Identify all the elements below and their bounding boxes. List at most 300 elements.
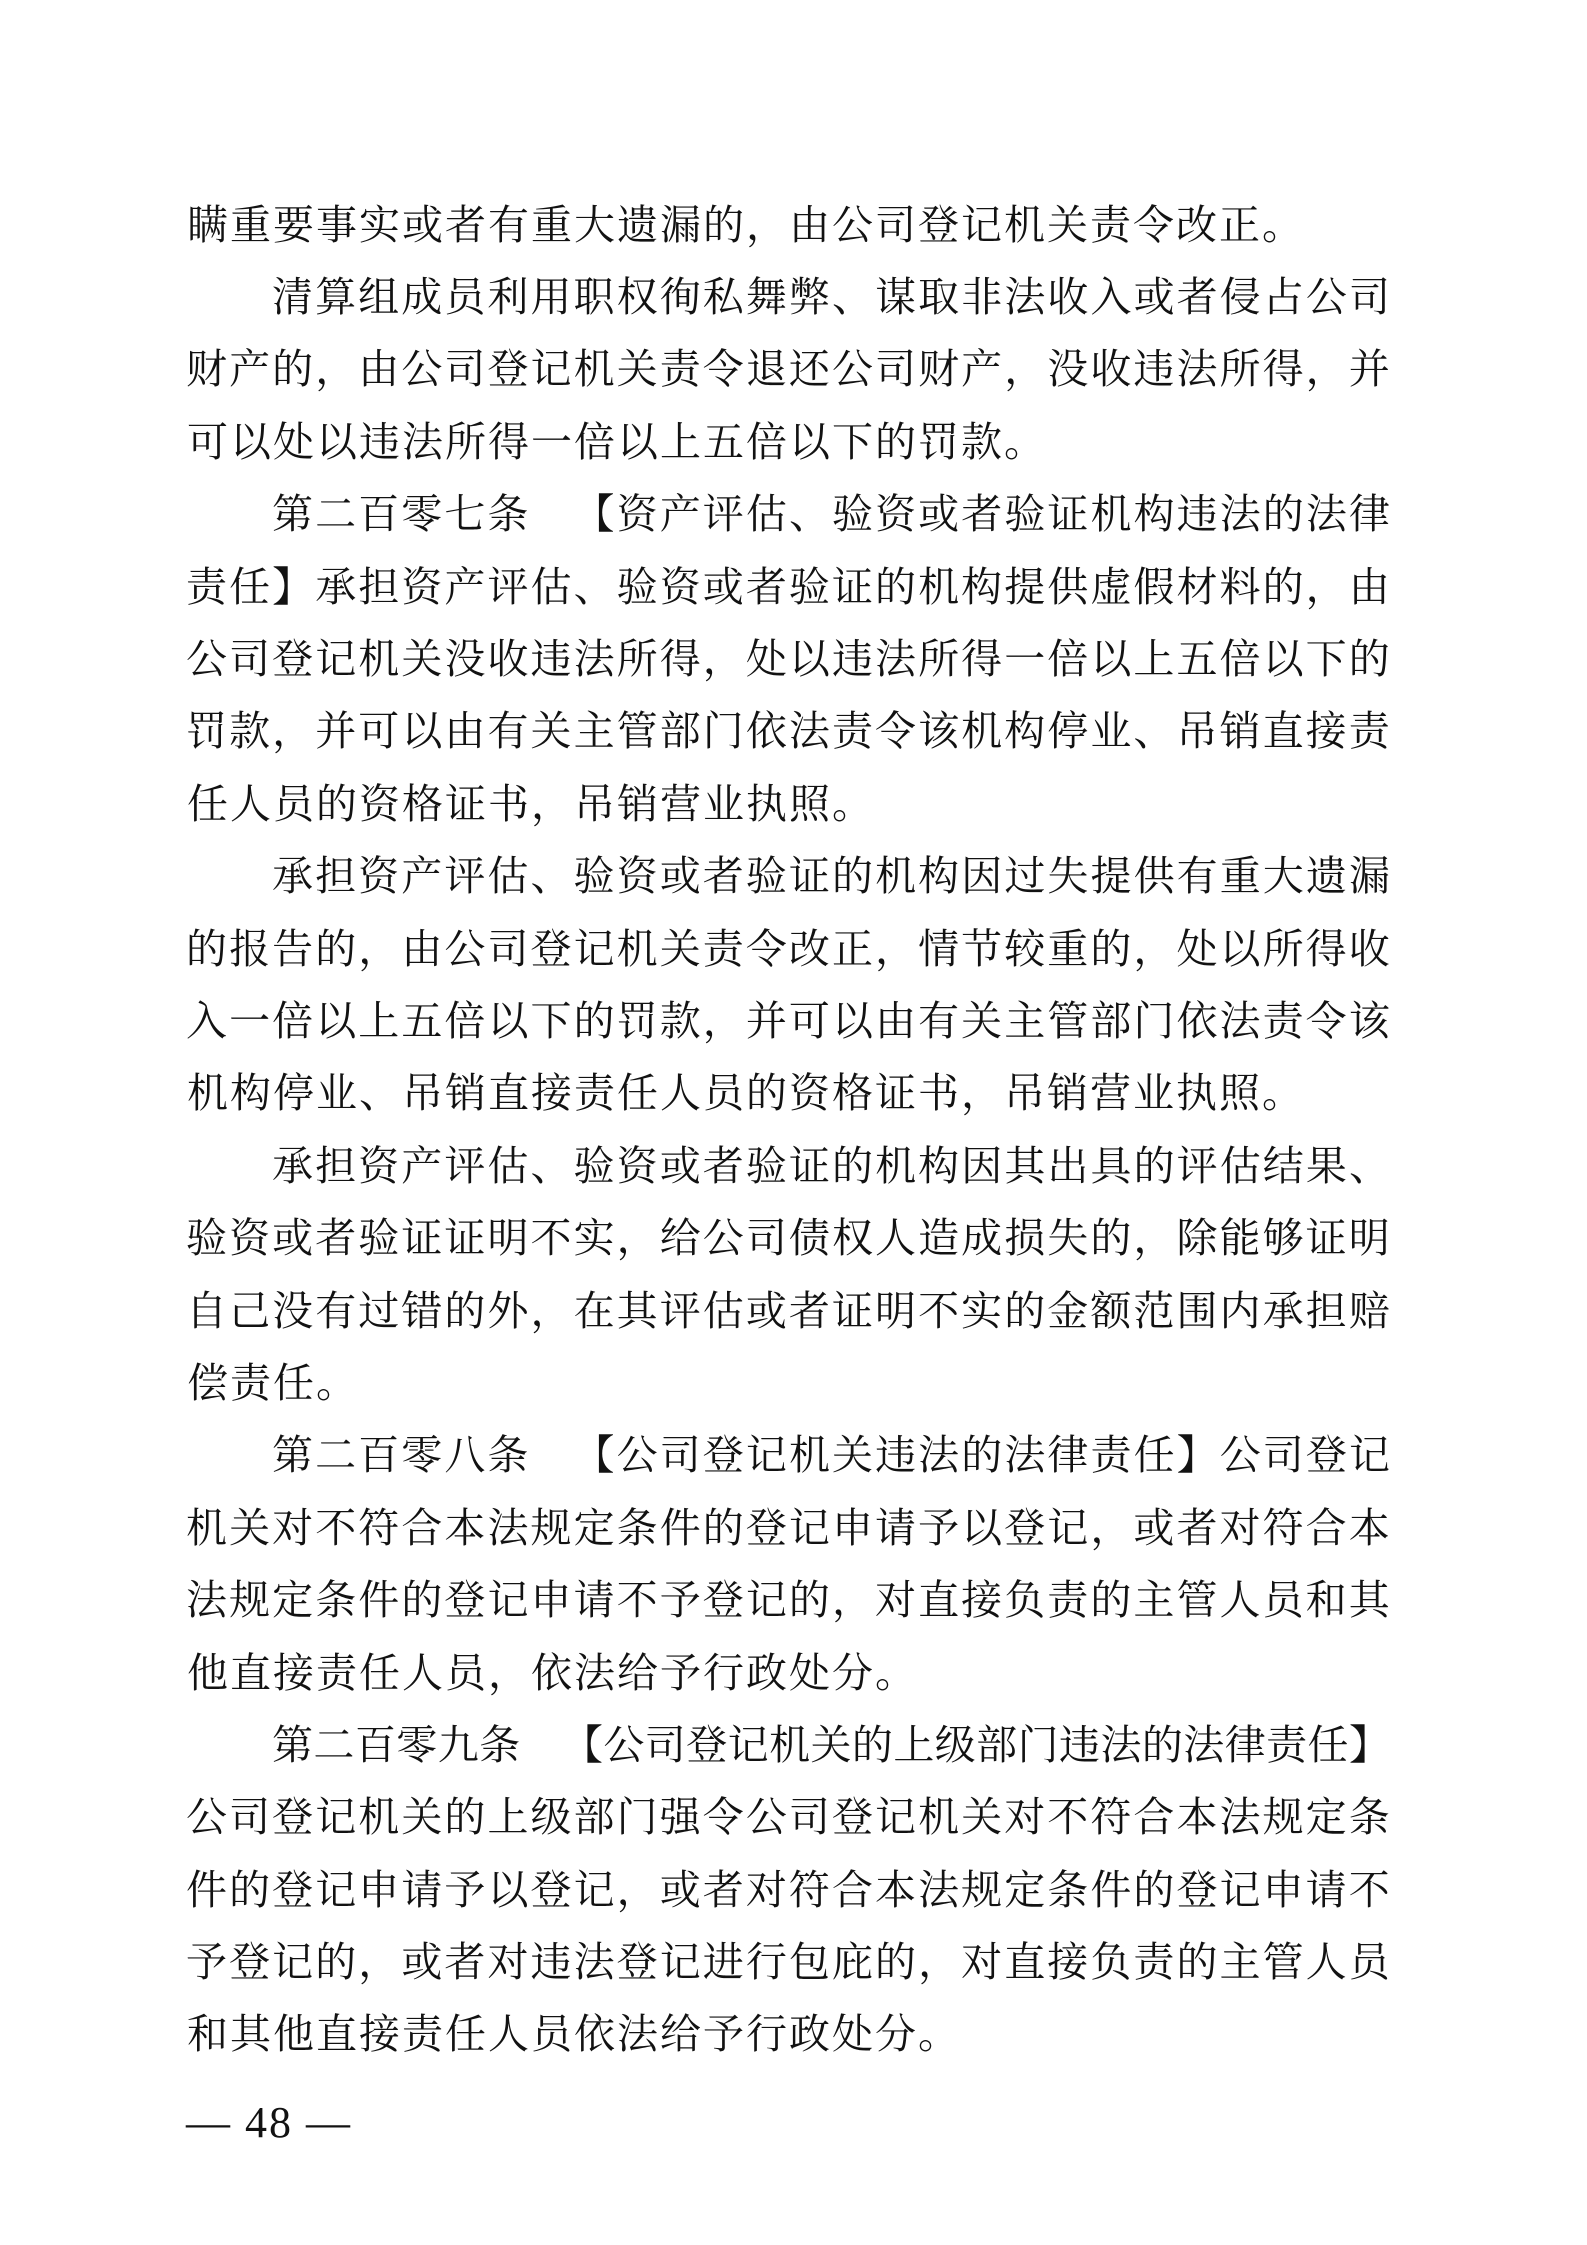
char: 证 xyxy=(831,1287,873,1334)
char: 违 xyxy=(875,1432,917,1479)
char: ， xyxy=(1305,563,1347,610)
text-line xyxy=(186,1198,1390,1270)
char: ， xyxy=(358,1939,400,1986)
char: 外 xyxy=(487,1287,529,1334)
char: 依 xyxy=(1176,997,1218,1044)
char: 人 xyxy=(875,1215,916,1262)
char: 百 xyxy=(358,491,400,538)
char: 定 xyxy=(272,1577,314,1624)
char: 记 xyxy=(788,1504,830,1551)
char: 合 xyxy=(1133,1794,1175,1841)
page-number: — 48 — xyxy=(186,2098,352,2147)
char: 予 xyxy=(659,1577,701,1624)
char: 司 xyxy=(229,1794,271,1841)
char: 负 xyxy=(1004,1577,1046,1624)
char: 要 xyxy=(273,201,314,248)
text-line xyxy=(186,837,1390,909)
char: 申 xyxy=(358,1866,400,1913)
char: 政 xyxy=(789,2011,830,2058)
char: 其 xyxy=(230,2011,271,2058)
char: 的 xyxy=(703,201,744,248)
char: 接 xyxy=(961,1577,1003,1624)
char: 吊 xyxy=(402,1070,443,1117)
char: 。 xyxy=(832,780,873,827)
char: 【 xyxy=(561,1721,603,1768)
char: 评 xyxy=(444,853,486,900)
char: 关 xyxy=(1047,201,1088,248)
char: 法 xyxy=(788,708,830,755)
char: 、 xyxy=(359,1070,400,1117)
char: 级 xyxy=(934,1721,976,1768)
char: 公 xyxy=(444,925,486,972)
char: 登 xyxy=(272,1866,314,1913)
char: 予 xyxy=(444,1866,486,1913)
char: 律 xyxy=(1224,1721,1266,1768)
char: 下 xyxy=(530,997,572,1044)
char: 责 xyxy=(1090,1432,1132,1479)
char: 、 xyxy=(530,853,572,900)
char: 门 xyxy=(616,1794,658,1841)
char: 司 xyxy=(1348,274,1390,321)
char: 司 xyxy=(1262,1432,1304,1479)
char: 的 xyxy=(444,1794,486,1841)
char: 管 xyxy=(1262,1939,1304,1986)
char: 百 xyxy=(358,1432,400,1479)
char: 司 xyxy=(659,1432,701,1479)
char: 的 xyxy=(961,1432,1003,1479)
char: 果 xyxy=(1305,1142,1347,1189)
char: 的 xyxy=(1090,1215,1132,1262)
char: 以 xyxy=(961,1504,1003,1551)
char: 依 xyxy=(574,2011,615,2058)
char: 的 xyxy=(316,780,357,827)
char: 供 xyxy=(1133,853,1175,900)
char: 公 xyxy=(832,201,873,248)
char: 取 xyxy=(918,274,960,321)
char: 法 xyxy=(1004,274,1046,321)
char: 所 xyxy=(1219,346,1261,393)
char: 以 xyxy=(316,418,357,465)
char: 承 xyxy=(1262,1287,1304,1334)
char: 机 xyxy=(616,925,658,972)
char: 的 xyxy=(1133,1866,1175,1913)
char: 直 xyxy=(918,1577,960,1624)
char: 还 xyxy=(788,346,830,393)
char: 登 xyxy=(745,1504,787,1551)
char: 关 xyxy=(401,636,443,683)
char: 主 xyxy=(573,708,615,755)
char: 机 xyxy=(1090,491,1132,538)
char: 对 xyxy=(1004,1794,1046,1841)
char: 款 xyxy=(961,418,1002,465)
char: 关 xyxy=(961,1794,1003,1841)
char: 部 xyxy=(573,1794,615,1841)
char: 机 xyxy=(788,1432,830,1479)
char: 件 xyxy=(358,1577,400,1624)
char: 。 xyxy=(1262,201,1303,248)
char: 行 xyxy=(745,1939,787,1986)
char: 百 xyxy=(354,1721,396,1768)
char: 处 xyxy=(789,1649,830,1696)
char: 销 xyxy=(445,1070,486,1117)
char: 责 xyxy=(574,1070,615,1117)
char: 资 xyxy=(401,563,443,610)
text-line xyxy=(186,764,1390,836)
text-line xyxy=(186,1922,1390,1994)
char: 的 xyxy=(875,1939,916,1986)
char: 者 xyxy=(788,1287,830,1334)
char: 书 xyxy=(488,780,529,827)
char: 责 xyxy=(1133,1939,1175,1986)
char: 违 xyxy=(1059,1721,1101,1768)
char: 收 xyxy=(1348,925,1390,972)
char: 的 xyxy=(702,1504,744,1551)
char: 法 xyxy=(573,636,615,683)
char: 所 xyxy=(445,418,486,465)
char: 的 xyxy=(788,1577,830,1624)
char: 造 xyxy=(918,1215,960,1262)
char: 业 xyxy=(316,1070,357,1117)
char: 接 xyxy=(273,1649,314,1696)
char: 关 xyxy=(229,1504,271,1551)
char: 估 xyxy=(745,491,787,538)
char: 款 xyxy=(229,708,271,755)
char: 司 xyxy=(444,346,486,393)
text-line xyxy=(186,185,1390,257)
char: 可 xyxy=(358,708,400,755)
char: 倍 xyxy=(1047,636,1089,683)
char: 违 xyxy=(530,1939,572,1986)
char: 以 xyxy=(487,1866,529,1913)
char: 倍 xyxy=(444,997,486,1044)
char: 对 xyxy=(1219,1504,1261,1551)
char: 令 xyxy=(875,708,916,755)
char: 的 xyxy=(851,1721,893,1768)
char: 估 xyxy=(487,1142,529,1189)
char: 机 xyxy=(186,1504,227,1551)
char: 的 xyxy=(1090,1577,1132,1624)
char: 上 xyxy=(660,418,701,465)
char: 司 xyxy=(644,1721,686,1768)
char: 所 xyxy=(918,636,960,683)
char: 登 xyxy=(530,925,572,972)
char: 告 xyxy=(272,925,314,972)
char: 对 xyxy=(272,1504,314,1551)
char: 记 xyxy=(727,1721,769,1768)
char: 徇 xyxy=(659,274,701,321)
char: 财 xyxy=(918,346,960,393)
char: 较 xyxy=(1004,925,1046,972)
char: 司 xyxy=(229,636,271,683)
char: 资 xyxy=(659,563,701,610)
char: 符 xyxy=(1090,1794,1132,1841)
char: 依 xyxy=(745,708,787,755)
char: 的 xyxy=(573,997,615,1044)
char: 予 xyxy=(660,1649,701,1696)
char: 罚 xyxy=(616,997,658,1044)
char: 业 xyxy=(1090,708,1132,755)
text-line xyxy=(186,1054,1390,1126)
char: 管 xyxy=(616,708,658,755)
char: 承 xyxy=(272,1142,313,1189)
char: 资 xyxy=(359,780,400,827)
char: 算 xyxy=(315,274,357,321)
char xyxy=(521,1712,562,1771)
char: 权 xyxy=(831,1215,873,1262)
char: 法 xyxy=(186,1577,227,1624)
char: 的 xyxy=(1262,491,1304,538)
char: 够 xyxy=(1262,1215,1304,1262)
char: 责 xyxy=(1266,1721,1308,1768)
char: 部 xyxy=(659,708,701,755)
char: 验 xyxy=(1004,491,1046,538)
char: 假 xyxy=(1133,563,1175,610)
char: 登 xyxy=(918,201,959,248)
char: 零 xyxy=(401,491,443,538)
char: 行 xyxy=(703,1649,744,1696)
char: 格 xyxy=(832,1070,873,1117)
char: 责 xyxy=(1348,708,1390,755)
char: 构 xyxy=(1004,708,1046,755)
char: 主 xyxy=(1133,1577,1175,1624)
char: 机 xyxy=(769,1721,811,1768)
char: 的 xyxy=(186,925,227,972)
char: 由 xyxy=(875,997,916,1044)
char: ， xyxy=(918,1939,960,1986)
char: 产 xyxy=(401,1142,443,1189)
char: 围 xyxy=(1176,1287,1218,1334)
char: 员 xyxy=(1262,1577,1304,1624)
char: 的 xyxy=(1141,1721,1183,1768)
char: 令 xyxy=(745,925,787,972)
char: 由 xyxy=(444,708,486,755)
char: 得 xyxy=(659,636,701,683)
char: 明 xyxy=(875,1287,916,1334)
char: ， xyxy=(616,1866,658,1913)
char: 的 xyxy=(746,1070,787,1117)
char: 机 xyxy=(875,853,917,900)
char: 以 xyxy=(487,997,529,1044)
text-line xyxy=(186,1560,1390,1632)
char: 偿 xyxy=(187,1359,228,1406)
char: 责 xyxy=(702,925,744,972)
char: 正 xyxy=(831,925,873,972)
char: 证 xyxy=(1047,491,1089,538)
char: 七 xyxy=(444,491,486,538)
char: 部 xyxy=(1090,997,1132,1044)
char: 关 xyxy=(401,1794,443,1841)
char: 可 xyxy=(187,418,228,465)
char: 接 xyxy=(1305,708,1347,755)
char: 管 xyxy=(1047,997,1089,1044)
char: 记 xyxy=(573,925,615,972)
law-text-block xyxy=(186,185,1390,2067)
char: 机 xyxy=(358,1794,400,1841)
char: 人 xyxy=(660,1070,701,1117)
char: 业 xyxy=(703,780,744,827)
char: 负 xyxy=(1090,1939,1132,1986)
char: 成 xyxy=(961,1215,1003,1262)
char: 资 xyxy=(789,1070,830,1117)
char: 利 xyxy=(487,274,529,321)
char: 或 xyxy=(918,491,960,538)
char: ， xyxy=(831,1577,873,1624)
char: 机 xyxy=(918,563,960,610)
char: 请 xyxy=(401,1866,443,1913)
char: 或 xyxy=(702,563,744,610)
char: 予 xyxy=(186,1939,227,1986)
char: 分 xyxy=(832,1649,873,1696)
char: 、 xyxy=(573,563,615,610)
char: 侵 xyxy=(1219,274,1261,321)
char: 任 xyxy=(1307,1721,1349,1768)
char: 法 xyxy=(402,418,443,465)
char: 实 xyxy=(573,1215,615,1262)
char: 令 xyxy=(1305,997,1347,1044)
char: 本 xyxy=(875,1866,916,1913)
char: 登 xyxy=(702,1577,744,1624)
char: 上 xyxy=(487,1794,529,1841)
text-line xyxy=(186,1633,1390,1705)
char: 对 xyxy=(875,1577,916,1624)
char: 债 xyxy=(788,1215,830,1262)
char: 登 xyxy=(702,1432,744,1479)
char: 责 xyxy=(316,1649,357,1696)
char: 任 xyxy=(359,1649,400,1696)
char: 或 xyxy=(1133,274,1175,321)
char: 重 xyxy=(531,201,572,248)
char: 证 xyxy=(445,780,486,827)
char: 重 xyxy=(1047,925,1089,972)
char: 法 xyxy=(1183,1721,1225,1768)
char: 以 xyxy=(788,636,830,683)
char: 公 xyxy=(186,1794,227,1841)
char: 担 xyxy=(315,853,357,900)
char: 没 xyxy=(272,1287,314,1334)
char: 有 xyxy=(918,997,960,1044)
char: 本 xyxy=(444,1504,486,1551)
char: 员 xyxy=(703,1070,744,1117)
char: 节 xyxy=(961,925,1003,972)
char: 条 xyxy=(1047,1866,1089,1913)
char: 者 xyxy=(445,201,486,248)
char: 内 xyxy=(1219,1287,1261,1334)
char: 律 xyxy=(1047,1432,1089,1479)
char: 分 xyxy=(875,2011,916,2058)
char: 一 xyxy=(531,418,572,465)
char: 五 xyxy=(1176,636,1218,683)
char: 登 xyxy=(272,1794,314,1841)
char: 申 xyxy=(1262,1866,1304,1913)
char: 记 xyxy=(1047,1504,1089,1551)
char: 对 xyxy=(961,1939,1003,1986)
char: 罚 xyxy=(918,418,959,465)
char: 直 xyxy=(1262,708,1304,755)
char: 违 xyxy=(1133,346,1175,393)
char: 条 xyxy=(479,1721,521,1768)
char: 过 xyxy=(358,1287,400,1334)
char: 公 xyxy=(616,1432,658,1479)
char: 事 xyxy=(316,201,357,248)
char: 责 xyxy=(186,563,227,610)
text-line xyxy=(186,619,1390,691)
char: 评 xyxy=(444,1142,486,1189)
char: 行 xyxy=(746,2011,787,2058)
char: 公 xyxy=(745,1794,787,1841)
char: 第 xyxy=(272,491,313,538)
char: 或 xyxy=(272,1215,314,1262)
char xyxy=(530,1422,571,1481)
char: ， xyxy=(1133,925,1175,972)
char: ， xyxy=(1305,346,1347,393)
char: 条 xyxy=(1348,1794,1390,1841)
char: 收 xyxy=(1090,346,1132,393)
char: 登 xyxy=(616,1939,658,1986)
char: 并 xyxy=(745,997,787,1044)
text-line xyxy=(186,1271,1390,1343)
char: 关 xyxy=(810,1721,852,1768)
char: 资 xyxy=(875,491,917,538)
char: 吊 xyxy=(1004,1070,1045,1117)
char: 本 xyxy=(1348,1504,1390,1551)
char: 重 xyxy=(230,201,271,248)
char: 以 xyxy=(789,418,830,465)
char: 记 xyxy=(272,1939,314,1986)
char: 营 xyxy=(1090,1070,1131,1117)
char: 法 xyxy=(1305,491,1347,538)
char: 公 xyxy=(702,1215,744,1262)
char: 材 xyxy=(1176,563,1218,610)
char: 关 xyxy=(530,708,572,755)
char: 记 xyxy=(659,1939,701,1986)
char: ， xyxy=(1004,346,1046,393)
char: 令 xyxy=(702,346,744,393)
char: 公 xyxy=(1305,274,1347,321)
char: 登 xyxy=(272,636,314,683)
char: 合 xyxy=(401,1504,443,1551)
text-line xyxy=(186,1705,1390,1777)
char: 记 xyxy=(961,201,1002,248)
char: 承 xyxy=(272,853,313,900)
char: 入 xyxy=(186,997,227,1044)
char: 错 xyxy=(401,1287,443,1334)
char: 】 xyxy=(1176,1432,1218,1479)
char: 者 xyxy=(702,853,744,900)
char: 请 xyxy=(875,1504,916,1551)
char: 对 xyxy=(745,1866,787,1913)
char: 资 xyxy=(358,1142,400,1189)
char: 记 xyxy=(1348,1432,1390,1479)
char: 主 xyxy=(1004,997,1046,1044)
char: ， xyxy=(875,925,916,972)
char: 直 xyxy=(316,2011,357,2058)
char: 记 xyxy=(745,1577,787,1624)
char: 、 xyxy=(832,274,874,321)
char: 验 xyxy=(832,491,874,538)
char: 结 xyxy=(1262,1142,1304,1189)
char: 估 xyxy=(530,563,572,610)
char: 用 xyxy=(530,274,572,321)
char: 提 xyxy=(1090,853,1132,900)
char: 违 xyxy=(831,636,873,683)
char: 零 xyxy=(396,1721,438,1768)
char: 登 xyxy=(444,1577,486,1624)
char: 或 xyxy=(401,1939,443,1986)
char: 一 xyxy=(1004,636,1046,683)
char: 记 xyxy=(315,636,357,683)
char: 由 xyxy=(358,346,400,393)
char: 成 xyxy=(401,274,443,321)
